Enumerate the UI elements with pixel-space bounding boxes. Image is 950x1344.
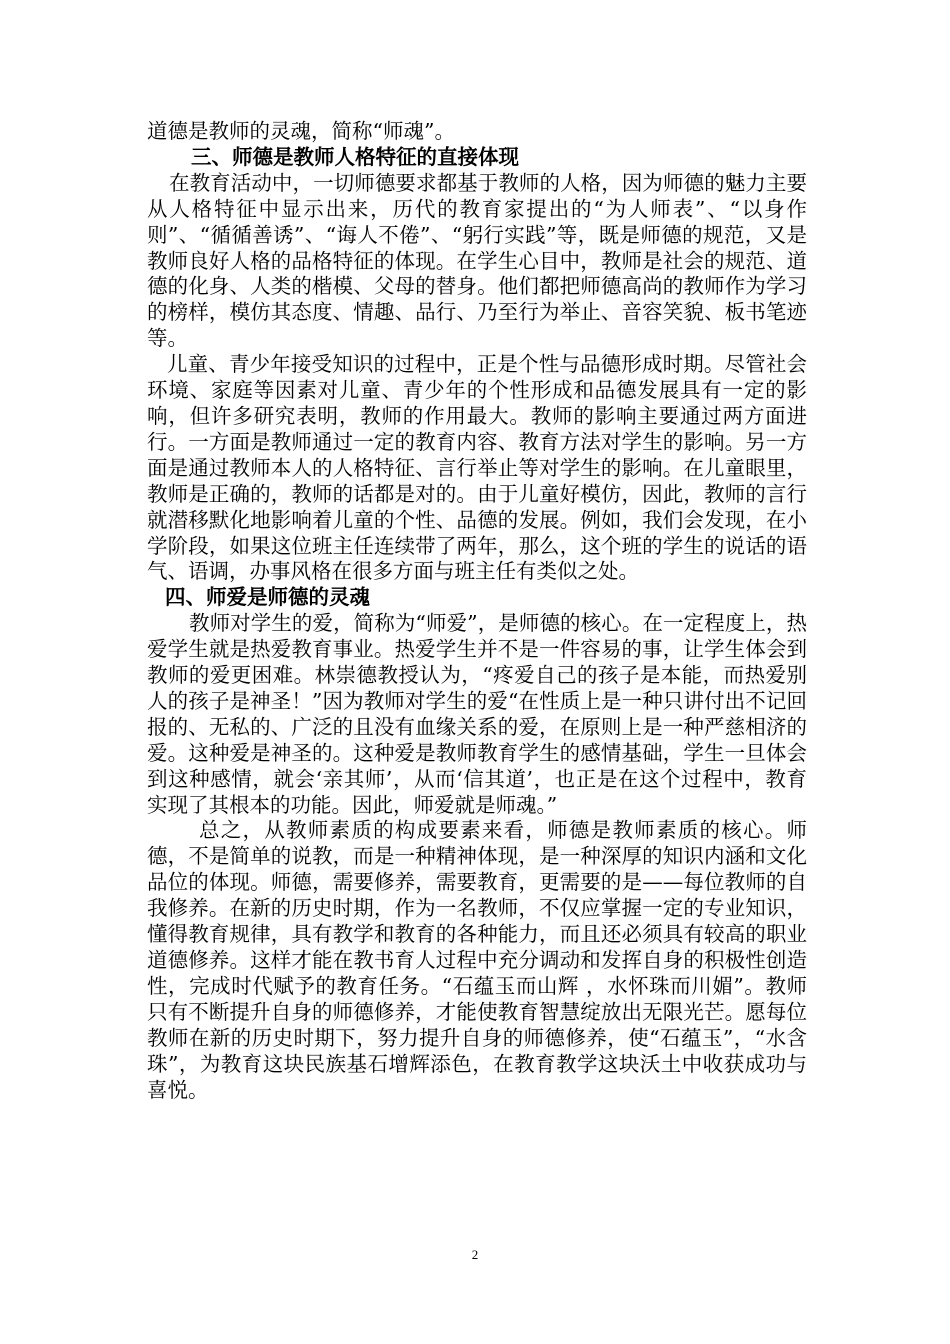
document-body (147, 119, 807, 1103)
section-3-heading: 三、师德是教师人格特征的直接体现 (191, 144, 519, 169)
section-4-paragraph-2: 总之，从教师素质的构成要素来看，师德是教师素质的核心。师德，不是简单的说教，而是一种精神体现，是一种深厚的知识内涵和文化品位的体现。师德，需要修养，需要教育，更需要的是——每位教师的自我修养。在新的历史时期，作为一名教师，不仅应掌握一定的专业知识，懂得教育规律，具有教学和教育的各种能力，而且还必须具有较高的职业道德修养。这样才能在教书育人过程中充分调动和发挥自身的积极性创造性，完成时代赋予的教育任务。“石蕴玉而山辉 ，水怀珠而川媚”。教师只有不断提升自身的师德修养，才能使教育智慧绽放出无限光芒。愿每位教师在新的历史时期下，努力提升自身的师德修养，使“石蕴玉”，“水含珠”，为教育这块民族基石增辉添色，在教育教学这块沃土中收获成功与喜悦。 (147, 818, 807, 1102)
section-3-paragraph-1: 在教育活动中，一切师德要求都基于教师的人格，因为师德的魅力主要从人格特征中显示出来，历代的教育家提出的“为人师表”、“以身作则”、“循循善诱”、“诲人不倦”、“躬行实践”等，既是师德的规范，又是教师良好人格的品格特征的体现。在学生心目中，教师是社会的规范、道德的化身、人类的楷模、父母的替身。他们都把师德高尚的教师作为学习的榜样，模仿其态度、情趣、品行、乃至行为举止、音容笑貌、板书笔迹等。 (147, 170, 807, 351)
intro-line: 道德是教师的灵魂，简称“师魂”。 (147, 119, 455, 143)
section-3-paragraph-2: 儿童、青少年接受知识的过程中，正是个性与品德形成时期。尽管社会环境、家庭等因素对儿童、青少年的个性形成和品德发展具有一定的影响，但许多研究表明，教师的作用最大。教师的影响主要通过两方面进行。一方面是教师通过一定的教育内容、教育方法对学生的影响。另一方面是通过教师本人的人格特征、言行举止等对学生的影响。在儿童眼里，教师是正确的，教师的话都是对的。由于儿童好模仿，因此，教师的言行就潜移默化地影响着儿童的个性、品德的发展。例如，我们会发现，在小学阶段，如果这位班主任连续带了两年，那么，这个班的学生的说话的语气、语调，办事风格在很多方面与班主任有类似之处。 (147, 352, 807, 584)
page-number: 2 (471, 1247, 479, 1262)
section-4-paragraph-1: 教师对学生的爱，简称为“师爱”，是师德的核心。在一定程度上，热爱学生就是热爱教育事业。热爱学生并不是一件容易的事，让学生体会到教师的爱更困难。林崇德教授认为，“疼爱自己的孩子是本能，而热爱别人的孩子是神圣！”因为教师对学生的爱“在性质上是一种只讲付出不记回报的、无私的、广泛的且没有血缘关系的爱，在原则上是一种严慈相济的爱。这种爱是神圣的。这种爱是教师教育学生的感情基础，学生一旦体会到这种感情，就会‘亲其师’，从而‘信其道’，也正是在这个过程中，教育实现了其根本的功能。因此，师爱就是师魂。” (147, 611, 807, 817)
section-4-heading: 四、师爱是师德的灵魂 (165, 585, 370, 610)
